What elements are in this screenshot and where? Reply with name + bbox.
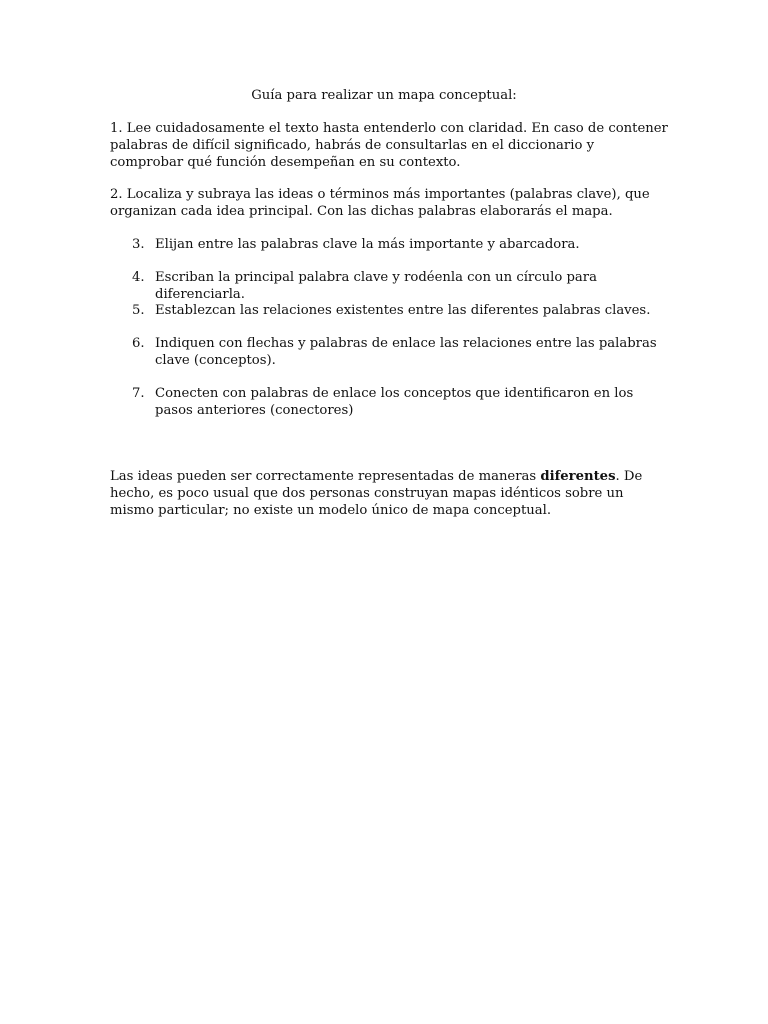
list-item: [110, 302, 670, 335]
list-item-text: Establezcan las relaciones existentes entre las diferentes palabras claves.: [155, 303, 651, 318]
list-item-number: 5.: [132, 303, 145, 318]
closing-text-end: . De hecho, es poco usual que dos personas construyan mapas idénticos sobre un mismo particular; no existe un modelo único de mapa conceptual.: [110, 469, 643, 518]
step-1-paragraph: 1. Lee cuidadosamente el texto hasta entenderlo con claridad. En caso de contener palabras de difícil significado, habrás de consultarlas en el diccionario y comprobar qué función desempeñan en su contexto.: [110, 121, 668, 170]
list-item-number: 7.: [132, 386, 145, 401]
closing-text-start: Las ideas pueden ser correctamente representadas de maneras: [110, 469, 541, 484]
list-item-number: 3.: [132, 237, 145, 252]
list-item: [110, 335, 670, 385]
step-2-paragraph: 2. Localiza y subraya las ideas o términos más importantes (palabras clave), que organizan cada idea principal. Con las dichas palabras elaborarás el mapa.: [110, 187, 650, 219]
closing-bold-word: diferentes: [540, 469, 616, 484]
list-item-number: 4.: [132, 270, 145, 285]
list-item-text: Indiquen con flechas y palabras de enlace las relaciones entre las palabras clave (conceptos).: [155, 336, 657, 368]
list-item: [110, 269, 670, 302]
list-item-number: 6.: [132, 336, 145, 351]
list-item: [110, 236, 670, 269]
list-item-text: Elijan entre las palabras clave la más importante y abarcadora.: [155, 237, 580, 252]
list-item: [110, 385, 670, 419]
closing-paragraph: [110, 468, 670, 519]
document-title: Guía para realizar un mapa conceptual:: [251, 88, 517, 103]
steps-list: [110, 236, 670, 419]
list-item-text: Escriban la principal palabra clave y rodéenla con un círculo para diferenciarla.: [155, 270, 597, 302]
list-item-text: Conecten con palabras de enlace los conceptos que identificaron en los pasos anteriores (conectores): [155, 386, 634, 418]
